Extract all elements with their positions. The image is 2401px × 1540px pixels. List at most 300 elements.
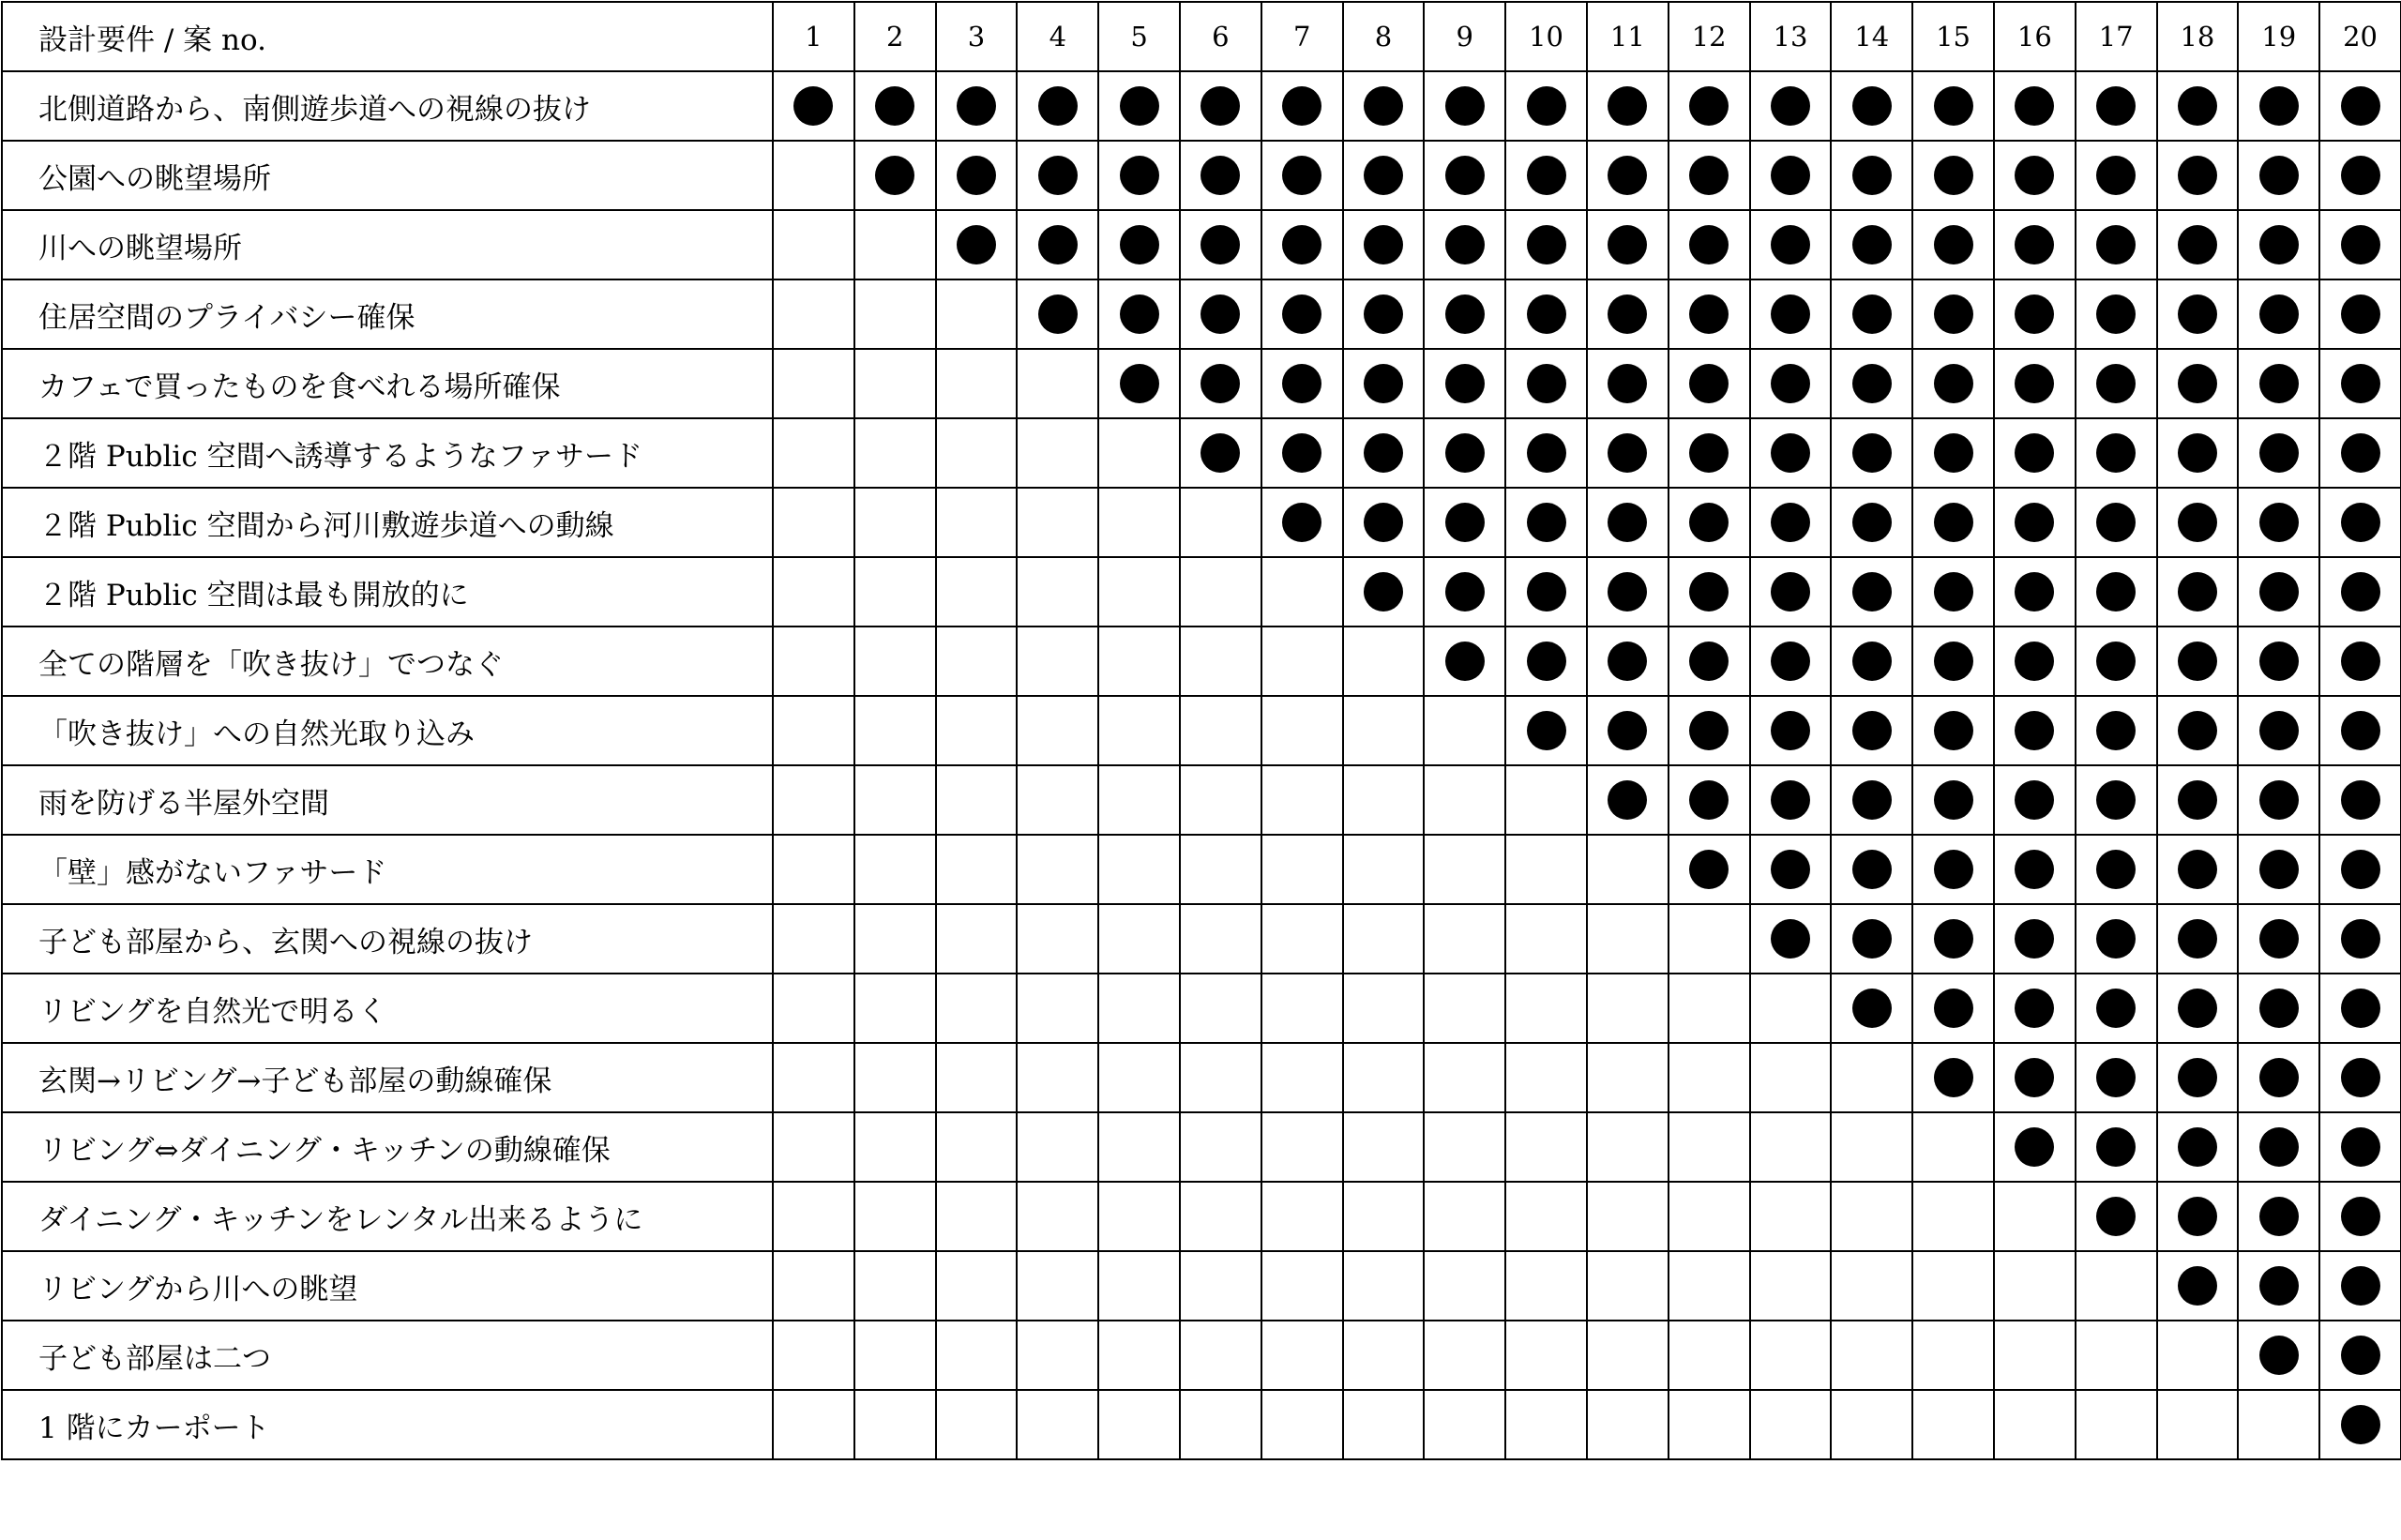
included-mark bbox=[1200, 433, 1240, 473]
plan-cell bbox=[1098, 835, 1180, 904]
plan-cell bbox=[2076, 1251, 2157, 1321]
plan-cell bbox=[1505, 1112, 1587, 1182]
plan-cell bbox=[1587, 210, 1669, 279]
plan-cell bbox=[1180, 210, 1261, 279]
included-mark bbox=[1120, 86, 1159, 126]
plan-cell bbox=[1098, 71, 1180, 141]
included-mark bbox=[1527, 503, 1566, 542]
plan-cell bbox=[2238, 349, 2319, 418]
requirement-label: 「壁」感がないファサード bbox=[2, 835, 773, 904]
plan-number: 6 bbox=[1180, 2, 1261, 71]
plan-cell bbox=[2319, 1043, 2401, 1112]
plan-cell bbox=[1750, 210, 1832, 279]
plan-cell bbox=[1994, 279, 2076, 349]
included-mark bbox=[1364, 433, 1403, 473]
included-mark bbox=[1445, 294, 1485, 334]
plan-cell bbox=[1343, 141, 1425, 210]
plan-cell bbox=[1261, 627, 1343, 696]
plan-cell bbox=[1424, 696, 1505, 765]
plan-cell bbox=[2319, 1321, 2401, 1390]
plan-cell bbox=[1831, 1251, 1912, 1321]
plan-cell bbox=[2157, 210, 2239, 279]
included-mark bbox=[2259, 433, 2299, 473]
plan-cell bbox=[1343, 627, 1425, 696]
plan-cell bbox=[1994, 974, 2076, 1043]
plan-cell bbox=[1587, 904, 1669, 974]
included-mark bbox=[2178, 86, 2217, 126]
plan-cell bbox=[1750, 1321, 1832, 1390]
included-mark bbox=[1852, 86, 1892, 126]
included-mark bbox=[1771, 850, 1810, 889]
included-mark bbox=[1608, 364, 1647, 403]
plan-cell bbox=[2076, 71, 2157, 141]
plan-cell bbox=[2157, 1390, 2239, 1459]
plan-cell bbox=[854, 1043, 936, 1112]
plan-cell bbox=[2076, 279, 2157, 349]
plan-cell bbox=[1912, 765, 1994, 835]
plan-cell bbox=[1994, 1043, 2076, 1112]
included-mark bbox=[1771, 225, 1810, 264]
included-mark bbox=[2096, 572, 2136, 611]
plan-cell bbox=[1750, 1251, 1832, 1321]
plan-cell bbox=[1994, 210, 2076, 279]
included-mark bbox=[1934, 989, 1973, 1028]
plan-cell bbox=[1343, 835, 1425, 904]
requirement-label: ダイニング・キッチンをレンタル出来るように bbox=[2, 1182, 773, 1251]
plan-cell bbox=[1424, 1321, 1505, 1390]
plan-cell bbox=[1261, 696, 1343, 765]
plan-number: 3 bbox=[936, 2, 1018, 71]
plan-number: 12 bbox=[1669, 2, 1750, 71]
plan-cell bbox=[1017, 974, 1098, 1043]
included-mark bbox=[2015, 1127, 2054, 1167]
included-mark bbox=[2178, 156, 2217, 195]
included-mark bbox=[1771, 919, 1810, 959]
included-mark bbox=[2341, 1058, 2380, 1097]
plan-cell bbox=[773, 279, 854, 349]
requirement-row bbox=[2, 1182, 2401, 1251]
requirement-row bbox=[2, 974, 2401, 1043]
plan-cell bbox=[1180, 349, 1261, 418]
included-mark bbox=[2096, 850, 2136, 889]
included-mark bbox=[1852, 364, 1892, 403]
plan-cell bbox=[2319, 1251, 2401, 1321]
included-mark bbox=[1445, 433, 1485, 473]
requirement-label: 住居空間のプライバシー確保 bbox=[2, 279, 773, 349]
included-mark bbox=[1200, 156, 1240, 195]
plan-cell bbox=[1750, 1043, 1832, 1112]
included-mark bbox=[2259, 364, 2299, 403]
plan-cell bbox=[1669, 210, 1750, 279]
plan-cell bbox=[1017, 1390, 1098, 1459]
included-mark bbox=[2015, 433, 2054, 473]
plan-cell bbox=[773, 488, 854, 557]
plan-cell bbox=[2157, 71, 2239, 141]
plan-cell bbox=[1587, 835, 1669, 904]
plan-cell bbox=[1912, 1043, 1994, 1112]
plan-cell bbox=[1180, 765, 1261, 835]
requirement-label: 全ての階層を「吹き抜け」でつなぐ bbox=[2, 627, 773, 696]
plan-cell bbox=[1261, 71, 1343, 141]
included-mark bbox=[1934, 156, 1973, 195]
plan-number: 1 bbox=[773, 2, 854, 71]
included-mark bbox=[2096, 780, 2136, 820]
included-mark bbox=[1445, 225, 1485, 264]
plan-cell bbox=[2157, 141, 2239, 210]
included-mark bbox=[2178, 294, 2217, 334]
plan-cell bbox=[1505, 210, 1587, 279]
included-mark bbox=[1364, 572, 1403, 611]
plan-cell bbox=[2076, 974, 2157, 1043]
plan-cell bbox=[1098, 488, 1180, 557]
plan-cell bbox=[2238, 488, 2319, 557]
plan-cell bbox=[1098, 904, 1180, 974]
plan-cell bbox=[1261, 557, 1343, 627]
plan-cell bbox=[1505, 279, 1587, 349]
plan-cell bbox=[1098, 1043, 1180, 1112]
included-mark bbox=[2015, 780, 2054, 820]
included-mark bbox=[1771, 642, 1810, 681]
plan-cell bbox=[1669, 349, 1750, 418]
plan-cell bbox=[854, 974, 936, 1043]
plan-cell bbox=[1669, 279, 1750, 349]
included-mark bbox=[2259, 1058, 2299, 1097]
plan-cell bbox=[1750, 557, 1832, 627]
plan-cell bbox=[1261, 1112, 1343, 1182]
included-mark bbox=[1689, 433, 1729, 473]
plan-cell bbox=[1669, 418, 1750, 488]
plan-cell bbox=[1343, 974, 1425, 1043]
plan-cell bbox=[773, 1112, 854, 1182]
included-mark bbox=[957, 156, 996, 195]
included-mark bbox=[1852, 433, 1892, 473]
plan-cell bbox=[2157, 904, 2239, 974]
plan-cell bbox=[1912, 1390, 1994, 1459]
included-mark bbox=[1200, 294, 1240, 334]
plan-cell bbox=[936, 974, 1018, 1043]
included-mark bbox=[1364, 86, 1403, 126]
included-mark bbox=[2015, 711, 2054, 750]
plan-cell bbox=[2076, 1182, 2157, 1251]
included-mark bbox=[2096, 156, 2136, 195]
included-mark bbox=[1689, 572, 1729, 611]
included-mark bbox=[1608, 433, 1647, 473]
included-mark bbox=[1445, 364, 1485, 403]
plan-cell bbox=[2319, 765, 2401, 835]
plan-cell bbox=[2319, 1182, 2401, 1251]
plan-cell bbox=[2076, 1321, 2157, 1390]
plan-cell bbox=[1017, 1043, 1098, 1112]
plan-cell bbox=[1424, 279, 1505, 349]
included-mark bbox=[1852, 711, 1892, 750]
plan-cell bbox=[2157, 765, 2239, 835]
plan-cell bbox=[1098, 141, 1180, 210]
included-mark bbox=[2178, 1058, 2217, 1097]
included-mark bbox=[2341, 433, 2380, 473]
requirement-row bbox=[2, 1390, 2401, 1459]
plan-cell bbox=[1505, 488, 1587, 557]
plan-number: 17 bbox=[2076, 2, 2157, 71]
plan-cell bbox=[936, 488, 1018, 557]
requirement-label: 「吹き抜け」への自然光取り込み bbox=[2, 696, 773, 765]
plan-cell bbox=[1669, 1321, 1750, 1390]
included-mark bbox=[1282, 433, 1321, 473]
plan-cell bbox=[1994, 488, 2076, 557]
included-mark bbox=[1364, 225, 1403, 264]
plan-cell bbox=[936, 279, 1018, 349]
requirement-row bbox=[2, 210, 2401, 279]
plan-cell bbox=[1424, 627, 1505, 696]
included-mark bbox=[2178, 919, 2217, 959]
included-mark bbox=[2015, 989, 2054, 1028]
plan-cell bbox=[1343, 279, 1425, 349]
included-mark bbox=[2178, 1197, 2217, 1236]
included-mark bbox=[1608, 503, 1647, 542]
included-mark bbox=[1282, 294, 1321, 334]
included-mark bbox=[2259, 1336, 2299, 1375]
plan-cell bbox=[1994, 141, 2076, 210]
requirement-label: 子ども部屋から、玄関への視線の抜け bbox=[2, 904, 773, 974]
requirement-row bbox=[2, 904, 2401, 974]
plan-cell bbox=[1505, 1043, 1587, 1112]
plan-cell bbox=[1261, 488, 1343, 557]
plan-cell bbox=[773, 1043, 854, 1112]
plan-cell bbox=[773, 1251, 854, 1321]
plan-cell bbox=[1750, 279, 1832, 349]
plan-cell bbox=[1831, 1182, 1912, 1251]
included-mark bbox=[2341, 364, 2380, 403]
included-mark bbox=[1608, 86, 1647, 126]
plan-number: 13 bbox=[1750, 2, 1832, 71]
plan-cell bbox=[2157, 1112, 2239, 1182]
plan-cell bbox=[1343, 349, 1425, 418]
plan-cell bbox=[1098, 1251, 1180, 1321]
included-mark bbox=[1038, 86, 1078, 126]
plan-cell bbox=[1912, 488, 1994, 557]
plan-cell bbox=[936, 765, 1018, 835]
plan-cell bbox=[1261, 418, 1343, 488]
included-mark bbox=[2015, 850, 2054, 889]
plan-number: 10 bbox=[1505, 2, 1587, 71]
plan-cell bbox=[2238, 1112, 2319, 1182]
plan-cell bbox=[854, 1321, 936, 1390]
plan-number: 5 bbox=[1098, 2, 1180, 71]
plan-cell bbox=[1017, 1321, 1098, 1390]
plan-cell bbox=[1505, 1321, 1587, 1390]
plan-cell bbox=[773, 696, 854, 765]
included-mark bbox=[1934, 850, 1973, 889]
plan-cell bbox=[1098, 279, 1180, 349]
plan-cell bbox=[1343, 210, 1425, 279]
included-mark bbox=[1608, 572, 1647, 611]
plan-cell bbox=[1831, 974, 1912, 1043]
plan-cell bbox=[1912, 904, 1994, 974]
plan-cell bbox=[936, 1251, 1018, 1321]
plan-number: 7 bbox=[1261, 2, 1343, 71]
plan-cell bbox=[2076, 210, 2157, 279]
plan-cell bbox=[1994, 696, 2076, 765]
plan-cell bbox=[1831, 279, 1912, 349]
plan-cell bbox=[936, 1043, 1018, 1112]
included-mark bbox=[2015, 294, 2054, 334]
included-mark bbox=[1527, 364, 1566, 403]
included-mark bbox=[1689, 780, 1729, 820]
requirement-row bbox=[2, 141, 2401, 210]
plan-cell bbox=[1587, 1321, 1669, 1390]
included-mark bbox=[2259, 1266, 2299, 1306]
requirement-label: カフェで買ったものを食べれる場所確保 bbox=[2, 349, 773, 418]
plan-cell bbox=[1994, 1182, 2076, 1251]
plan-cell bbox=[1261, 1182, 1343, 1251]
plan-cell bbox=[1180, 1182, 1261, 1251]
plan-cell bbox=[1669, 627, 1750, 696]
plan-cell bbox=[1831, 141, 1912, 210]
plan-cell bbox=[1180, 904, 1261, 974]
plan-cell bbox=[1424, 765, 1505, 835]
included-mark bbox=[2178, 850, 2217, 889]
plan-cell bbox=[1261, 1043, 1343, 1112]
requirement-row bbox=[2, 418, 2401, 488]
included-mark bbox=[1445, 86, 1485, 126]
included-mark bbox=[2178, 1266, 2217, 1306]
plan-cell bbox=[1750, 141, 1832, 210]
plan-cell bbox=[1831, 696, 1912, 765]
included-mark bbox=[1038, 225, 1078, 264]
plan-cell bbox=[1587, 1112, 1669, 1182]
included-mark bbox=[1689, 850, 1729, 889]
included-mark bbox=[1934, 294, 1973, 334]
plan-cell bbox=[1424, 1182, 1505, 1251]
included-mark bbox=[2341, 1336, 2380, 1375]
included-mark bbox=[1445, 503, 1485, 542]
plan-cell bbox=[1912, 349, 1994, 418]
plan-number: 15 bbox=[1912, 2, 1994, 71]
plan-cell bbox=[1587, 1043, 1669, 1112]
plan-cell bbox=[773, 210, 854, 279]
included-mark bbox=[1934, 503, 1973, 542]
plan-cell bbox=[773, 141, 854, 210]
included-mark bbox=[2096, 503, 2136, 542]
included-mark bbox=[2259, 989, 2299, 1028]
plan-cell bbox=[2076, 765, 2157, 835]
plan-cell bbox=[1505, 904, 1587, 974]
plan-cell bbox=[2238, 71, 2319, 141]
plan-cell bbox=[2157, 835, 2239, 904]
plan-cell bbox=[1831, 557, 1912, 627]
plan-cell bbox=[1343, 488, 1425, 557]
plan-cell bbox=[773, 1182, 854, 1251]
plan-cell bbox=[1343, 1390, 1425, 1459]
plan-cell bbox=[2238, 418, 2319, 488]
included-mark bbox=[1282, 225, 1321, 264]
plan-cell bbox=[773, 557, 854, 627]
plan-cell bbox=[2076, 1390, 2157, 1459]
plan-cell bbox=[1424, 835, 1505, 904]
plan-cell bbox=[1912, 279, 1994, 349]
requirement-row bbox=[2, 627, 2401, 696]
plan-cell bbox=[1912, 1182, 1994, 1251]
plan-cell bbox=[2076, 1112, 2157, 1182]
plan-cell bbox=[1017, 488, 1098, 557]
plan-cell bbox=[1505, 974, 1587, 1043]
plan-cell bbox=[1994, 418, 2076, 488]
included-mark bbox=[2341, 1127, 2380, 1167]
included-mark bbox=[2259, 86, 2299, 126]
plan-cell bbox=[1017, 696, 1098, 765]
plan-cell bbox=[1180, 557, 1261, 627]
included-mark bbox=[1120, 225, 1159, 264]
plan-cell bbox=[1180, 627, 1261, 696]
plan-cell bbox=[936, 210, 1018, 279]
included-mark bbox=[2015, 572, 2054, 611]
included-mark bbox=[1120, 156, 1159, 195]
plan-cell bbox=[1098, 974, 1180, 1043]
included-mark bbox=[1527, 86, 1566, 126]
plan-number: 2 bbox=[854, 2, 936, 71]
plan-cell bbox=[2319, 627, 2401, 696]
plan-cell bbox=[1098, 1112, 1180, 1182]
requirement-row bbox=[2, 765, 2401, 835]
requirement-row bbox=[2, 1112, 2401, 1182]
plan-cell bbox=[936, 835, 1018, 904]
included-mark bbox=[2259, 1127, 2299, 1167]
plan-cell bbox=[1180, 974, 1261, 1043]
plan-cell bbox=[2319, 904, 2401, 974]
plan-cell bbox=[1505, 1251, 1587, 1321]
plan-cell bbox=[1750, 904, 1832, 974]
plan-cell bbox=[1017, 765, 1098, 835]
plan-cell bbox=[854, 1251, 936, 1321]
plan-cell bbox=[2157, 696, 2239, 765]
plan-cell bbox=[1017, 557, 1098, 627]
included-mark bbox=[1852, 225, 1892, 264]
plan-cell bbox=[2238, 1251, 2319, 1321]
included-mark bbox=[1852, 572, 1892, 611]
plan-cell bbox=[1343, 557, 1425, 627]
included-mark bbox=[1527, 642, 1566, 681]
included-mark bbox=[2178, 572, 2217, 611]
plan-cell bbox=[773, 835, 854, 904]
plan-cell bbox=[2076, 835, 2157, 904]
plan-cell bbox=[773, 418, 854, 488]
plan-cell bbox=[1424, 904, 1505, 974]
plan-cell bbox=[1587, 696, 1669, 765]
plan-cell bbox=[1017, 71, 1098, 141]
included-mark bbox=[1364, 503, 1403, 542]
plan-cell bbox=[1424, 1043, 1505, 1112]
plan-cell bbox=[2238, 1182, 2319, 1251]
plan-cell bbox=[1912, 696, 1994, 765]
plan-cell bbox=[1750, 1182, 1832, 1251]
plan-cell bbox=[1505, 835, 1587, 904]
included-mark bbox=[2178, 989, 2217, 1028]
plan-cell bbox=[1098, 1321, 1180, 1390]
plan-cell bbox=[1180, 1321, 1261, 1390]
included-mark bbox=[1527, 572, 1566, 611]
plan-cell bbox=[773, 1321, 854, 1390]
included-mark bbox=[2178, 225, 2217, 264]
plan-cell bbox=[2076, 627, 2157, 696]
plan-cell bbox=[1017, 349, 1098, 418]
included-mark bbox=[1771, 503, 1810, 542]
plan-cell bbox=[1669, 835, 1750, 904]
included-mark bbox=[1934, 919, 1973, 959]
included-mark bbox=[1852, 919, 1892, 959]
plan-cell bbox=[1505, 418, 1587, 488]
included-mark bbox=[2015, 1058, 2054, 1097]
requirement-row bbox=[2, 488, 2401, 557]
requirement-row bbox=[2, 835, 2401, 904]
